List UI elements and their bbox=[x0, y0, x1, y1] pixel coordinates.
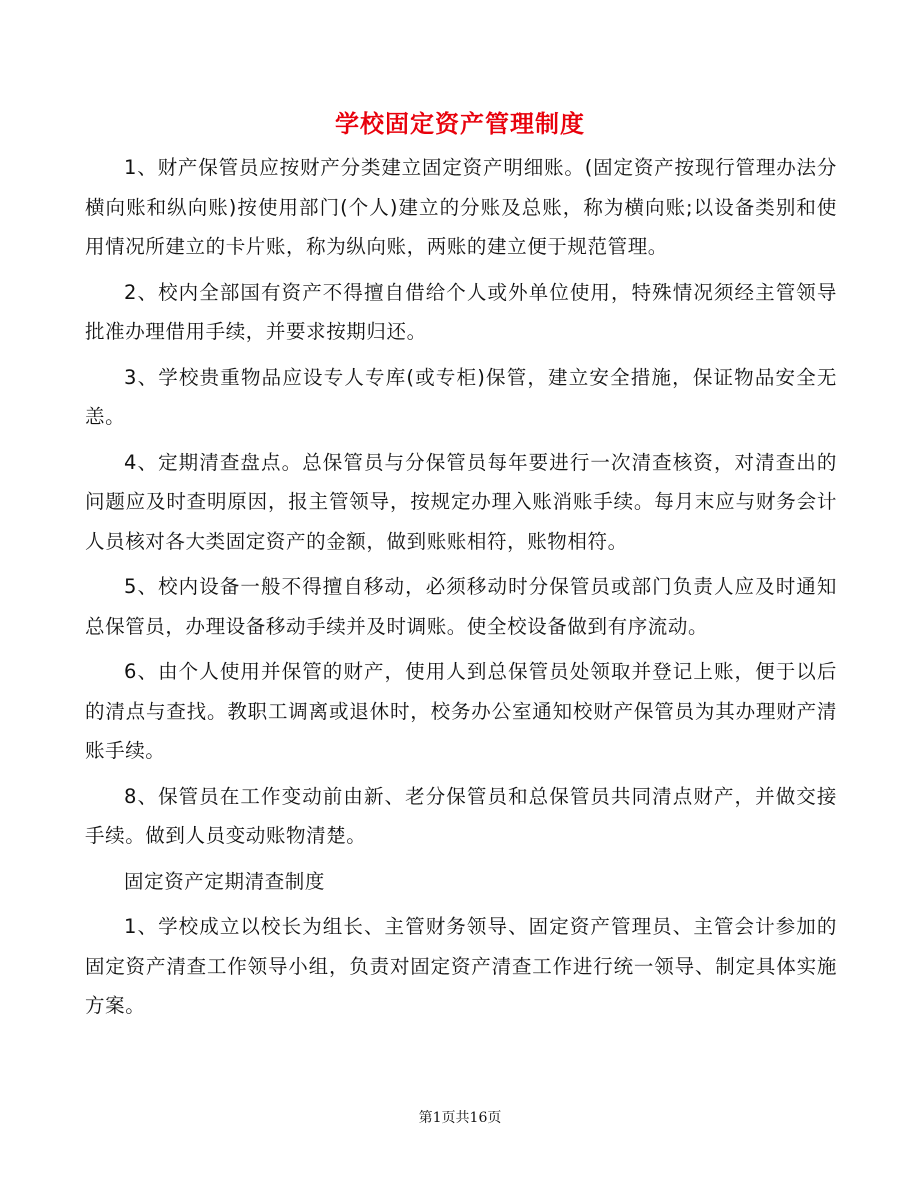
paragraph-5: 5、校内设备一般不得擅自移动，必须移动时分保管员或部门负责人应及时通知总保管员，办理设备移动手续并及时调账。使全校设备做到有序流动。 bbox=[85, 575, 837, 638]
document-title: 学校固定资产管理制度 bbox=[335, 109, 585, 138]
section-subheading: 固定资产定期清查制度 bbox=[124, 869, 326, 893]
paragraph-4: 4、定期清查盘点。总保管员与分保管员每年要进行一次清查核资，对清查出的问题应及时查明原因，报主管领导，按规定办理入账消账手续。每月末应与财务会计人员核对各大类固定资产的金额，做到账账相符，账物相符。 bbox=[85, 450, 837, 553]
document-body bbox=[85, 148, 837, 1032]
paragraph-2: 2、校内全部国有资产不得擅自借给个人或外单位使用，特殊情况须经主管领导批准办理借用手续，并要求按期归还。 bbox=[85, 280, 837, 343]
paragraph-3: 3、学校贵重物品应设专人专库(或专柜)保管，建立安全措施，保证物品安全无恙。 bbox=[85, 365, 837, 428]
paragraph-8: 8、保管员在工作变动前由新、老分保管员和总保管员共同清点财产，并做交接手续。做到人员变动账物清楚。 bbox=[85, 784, 837, 847]
paragraph-6: 6、由个人使用并保管的财产，使用人到总保管员处领取并登记上账，便于以后的清点与查找。教职工调离或退休时，校务办公室通知校财产保管员为其办理财产清账手续。 bbox=[85, 660, 837, 762]
paragraph-1: 1、财产保管员应按财产分类建立固定资产明细账。(固定资产按现行管理办法分横向账和纵向账)按使用部门(个人)建立的分账及总账，称为横向账;以设备类别和使用情况所建立的卡片账，称为纵向账，两账的建立便于规范管理。 bbox=[85, 156, 837, 258]
page-indicator: 第1页共16页 bbox=[418, 1110, 502, 1126]
sub-paragraph-1: 1、学校成立以校长为组长、主管财务领导、固定资产管理员、主管会计参加的固定资产清查工作领导小组，负责对固定资产清查工作进行统一领导、制定具体实施方案。 bbox=[85, 915, 837, 1017]
